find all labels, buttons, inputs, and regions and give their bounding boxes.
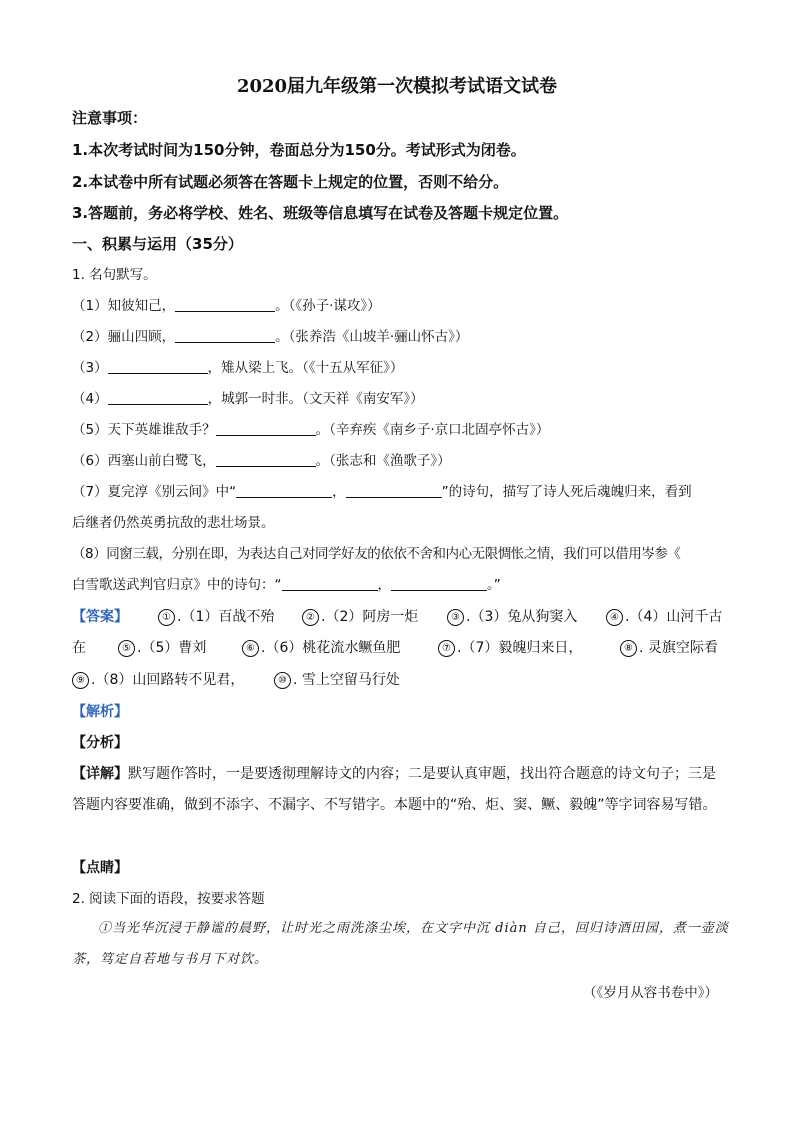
- answer-item-4: [606, 607, 722, 627]
- answer-item-8: [620, 638, 718, 658]
- q1-item-6-post: 。（张志和《渔歌子》）: [315, 453, 451, 469]
- answer-blank[interactable]: [108, 390, 208, 405]
- answer-label: 【答案】: [72, 609, 128, 625]
- answer-number: ⑥: [242, 640, 259, 657]
- q1-item-1: [72, 296, 381, 316]
- question-1-stem: 1. 名句默写。: [72, 267, 157, 283]
- q1-item-1-pre: （1）知彼知己，: [72, 298, 176, 314]
- q1-item-8-post: 。”: [487, 577, 501, 593]
- answer-number: ⑧: [620, 640, 637, 657]
- notice-item-1: 1.本次考试时间为150分钟，卷面总分为150分。考试形式为闭卷。: [72, 141, 526, 159]
- answer-number: ③: [447, 609, 464, 626]
- q1-item-2: [72, 327, 468, 347]
- answer-blank[interactable]: [391, 576, 487, 591]
- passage-line1: ①当光华沉浸于静谧的晨野，让时光之雨洗涤尘埃，在文字中沉 diàn 自己，回归诗酒田园，煮一壶淡: [98, 921, 729, 936]
- q1-item-4: [72, 389, 424, 409]
- answer-number: ⑨: [72, 672, 89, 689]
- answer-number: ⑦: [438, 640, 455, 657]
- answer-item-7: [438, 638, 582, 658]
- answer-item-6: [242, 638, 400, 658]
- q1-item-7-pre: （7）夏完淳《别云间》中“: [72, 484, 237, 500]
- q1-item-1-post: 。（《孙子·谋攻》）: [275, 298, 381, 314]
- q1-item-4-post: ，城郭一时非。（文天祥《南安军》）: [207, 391, 424, 407]
- answer-blank[interactable]: [346, 483, 442, 498]
- q1-item-5: [72, 420, 549, 440]
- answer-blank[interactable]: [175, 297, 275, 312]
- notice-item-2: 2.本试卷中所有试题必须答在答题卡上规定的位置，否则不给分。: [72, 173, 509, 191]
- answer-item-5: [118, 638, 206, 658]
- answer-text: .（5）曹刘: [137, 640, 207, 656]
- detail-line2: 答题内容要准确，做到不添字、不漏字、不写错字。本题中的“殆、炬、窦、鳜、毅魄”等字词容易写错。: [72, 797, 717, 813]
- q1-item-7-post: ”的诗句，描写了诗人死后魂魄归来，看到: [441, 484, 692, 500]
- answer-text: .（8）山回路转不见君，: [91, 672, 245, 688]
- answer-blank[interactable]: [216, 421, 316, 436]
- answer-blank[interactable]: [175, 328, 275, 343]
- answer-text: . 灵旗空际看: [639, 640, 718, 656]
- q1-item-2-post: 。（张养浩《山坡羊·骊山怀古》）: [275, 329, 469, 345]
- answer-text: .（3）兔从狗窦入: [466, 609, 578, 625]
- q1-item-8-line1: （8）同窗三载，分别在即，为表达自己对同学好友的依依不舍和内心无限惆怅之情，我们可以借用岑参《: [72, 546, 681, 562]
- q1-item-4-pre: （4）: [72, 391, 108, 407]
- answer-text: .（7）毅魄归来日，: [457, 640, 583, 656]
- answer-text: .（2）阿房一炬: [321, 609, 419, 625]
- analysis-label: 【解析】: [72, 704, 128, 720]
- q1-item-8-mid: ，: [377, 577, 391, 593]
- answer-item-1: [158, 607, 274, 627]
- q1-item-3-post: ，雉从梁上飞。（《十五从军征》）: [207, 360, 404, 376]
- q1-item-5-post: 。（辛弃疾《南乡子·京口北固亭怀古》）: [315, 422, 550, 438]
- detail-text-1: 默写题作答时，一是要透彻理解诗文的内容；二是要认真审题，找出符合题意的诗文句子；三是: [128, 766, 716, 782]
- answer-number: ④: [606, 609, 623, 626]
- q1-item-8-pre: 白雪歌送武判官归京》中的诗句：“: [72, 577, 282, 593]
- answer-item-3: [447, 607, 577, 627]
- q1-item-6: [72, 451, 451, 471]
- answer-text: . 雪上空留马行处: [293, 672, 400, 688]
- answer-text: .（6）桃花流水鳜鱼肥: [261, 640, 401, 656]
- q1-item-7: [72, 482, 692, 502]
- answer-number: ⑩: [274, 672, 291, 689]
- q1-item-5-pre: （5）天下英雄谁敌手？: [72, 422, 216, 438]
- answer-blank[interactable]: [282, 576, 378, 591]
- detail-line1: [72, 764, 716, 784]
- answer-number: ①: [158, 609, 175, 626]
- answer-item-10: [274, 670, 400, 690]
- page-title: 2020届九年级第一次模拟考试语文试卷: [236, 76, 558, 97]
- answer-item-9: [72, 670, 244, 690]
- section-heading: 一、积累与运用（35分）: [72, 235, 243, 253]
- q1-item-3-pre: （3）: [72, 360, 108, 376]
- fenxi-label: 【分析】: [72, 735, 128, 751]
- q1-item-8-line2: [72, 575, 501, 595]
- q1-item-3: [72, 358, 403, 378]
- answer-blank[interactable]: [216, 452, 316, 467]
- answer-text: .（1）百战不殆: [177, 609, 275, 625]
- answer-blank[interactable]: [108, 359, 208, 374]
- q1-item-7-continued: 后继者仍然英勇抗敌的悲壮场景。: [72, 515, 275, 531]
- q1-item-2-pre: （2）骊山四顾，: [72, 329, 176, 345]
- answer-text: .（4）山河千古: [625, 609, 723, 625]
- dianjing-label: 【点睛】: [72, 860, 128, 876]
- notice-heading: 注意事项：: [72, 109, 148, 127]
- detail-label: 【详解】: [72, 766, 128, 782]
- answer-number: ⑤: [118, 640, 135, 657]
- answer-item-2: [302, 607, 418, 627]
- answer-number: ②: [302, 609, 319, 626]
- q1-item-6-pre: （6）西塞山前白鹭飞，: [72, 453, 216, 469]
- q1-item-7-mid: ，: [332, 484, 346, 500]
- answer-blank[interactable]: [236, 483, 332, 498]
- passage-line2: 茶，笃定自若地与书月下对饮。: [72, 952, 269, 967]
- notice-item-3: 3.答题前，务必将学校、姓名、班级等信息填写在试卷及答题卡规定位置。: [72, 204, 569, 222]
- answer-row2-lead: 在: [72, 640, 86, 656]
- question-2-stem: 2. 阅读下面的语段，按要求答题: [72, 891, 265, 907]
- passage-source: （《岁月从容书卷中》）: [583, 985, 718, 1001]
